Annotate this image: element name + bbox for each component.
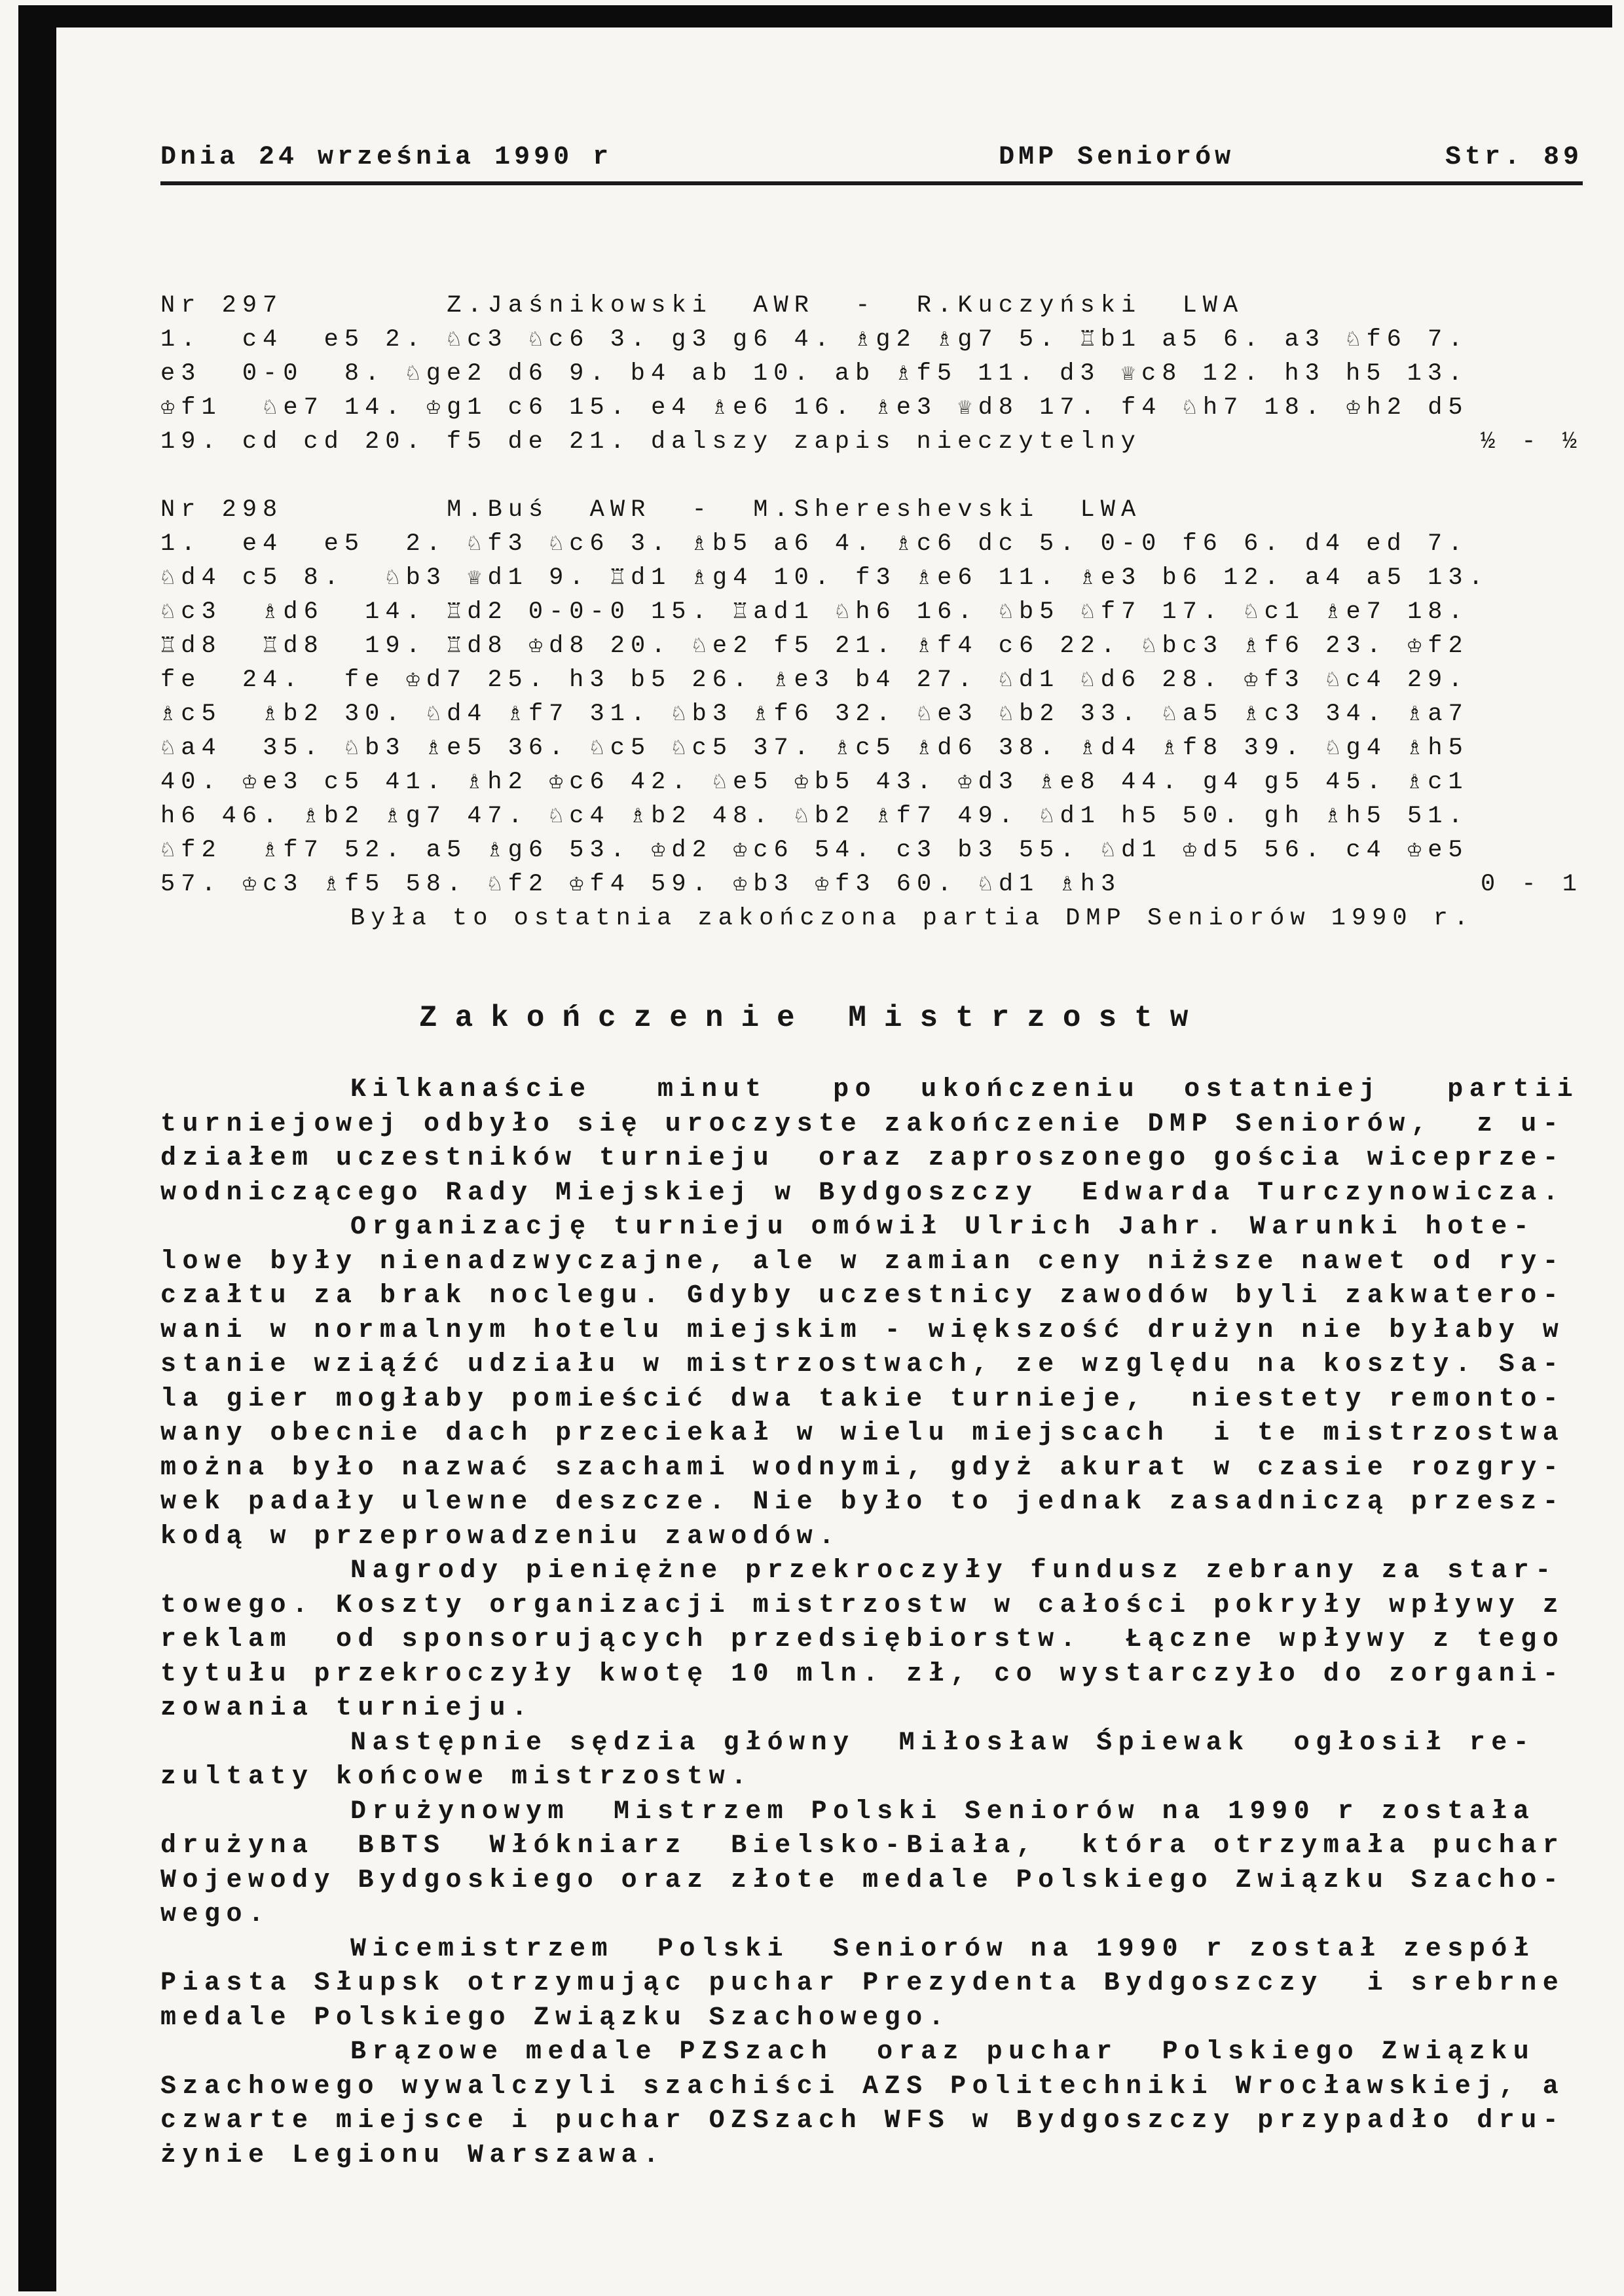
game-number: Nr 298 — [160, 496, 284, 524]
page-header — [160, 143, 1583, 185]
paragraph-line: towego. Koszty organizacji mistrzostw w całości pokryły wpływy z — [160, 1590, 1565, 1620]
game-result: 0 - 1 — [1480, 871, 1583, 898]
paragraph-line: lowe były nienadzwyczajne, ale w zamian ceny niższe nawet od ry- — [160, 1247, 1565, 1277]
game-297 — [160, 289, 1583, 459]
paragraph — [160, 1211, 1583, 1554]
paragraph — [160, 1795, 1583, 1933]
paragraph-line: czwarte miejsce i puchar OZSzach WFS w Bydgoszczy przypadło dru- — [160, 2106, 1565, 2136]
paragraph — [160, 2035, 1583, 2173]
game-move-line — [160, 867, 1583, 902]
paragraph-line: Organizację turnieju omówił Ulrich Jahr. Warunki hote- — [350, 1212, 1536, 1242]
article-body — [160, 1073, 1583, 2173]
page-content — [160, 143, 1583, 2173]
paragraph-line: czałtu za brak noclegu. Gdyby uczestnicy zawodów byli zakwatero- — [160, 1281, 1565, 1311]
game-297-header — [160, 289, 1583, 323]
paragraph — [160, 1933, 1583, 2036]
paragraph — [160, 1554, 1583, 1726]
game-move-line: ♔f1 ♘e7 14. ♔g1 c6 15. e4 ♗e6 16. ♗e3 ♕d8 17. f4 ♘h7 18. ♔h2 d5 — [160, 394, 1469, 422]
game-move-line-text: 57. ♔c3 ♗f5 58. ♘f2 ♔f4 59. ♔b3 ♔f3 60. ♘d1 ♗h3 — [160, 871, 1122, 898]
paragraph-line: Szachowego wywalczyli szachiści AZS Politechniki Wrocławskiej, a — [160, 2071, 1565, 2102]
paragraph — [160, 1726, 1583, 1795]
games-section — [160, 289, 1583, 936]
game-result: ½ - ½ — [1480, 428, 1583, 456]
paragraph-line: medale Polskiego Związku Szachowego. — [160, 2003, 951, 2033]
game-move-line-text: 19. cd cd 20. f5 de 21. dalszy zapis nieczytelny — [160, 428, 1141, 456]
game-move-line: ♘d4 c5 8. ♘b3 ♕d1 9. ♖d1 ♗g4 10. f3 ♗e6 11. ♗e3 b6 12. a4 a5 13. — [160, 564, 1489, 592]
paragraph-line: wani w normalnym hotelu miejskim - większość drużyn nie byłaby w — [160, 1315, 1565, 1345]
game-298 — [160, 493, 1583, 902]
paragraph-line: reklam od sponsorujących przedsiębiorstw. Łączne wpływy z tego — [160, 1625, 1565, 1654]
paragraph-line: Wicemistrzem Polski Seniorów na 1990 r został zespół — [350, 1934, 1536, 1964]
game-move-line: ♖d8 ♖d8 19. ♖d8 ♔d8 20. ♘e2 f5 21. ♗f4 c6 22. ♘bc3 ♗f6 23. ♔f2 — [160, 632, 1469, 660]
header-date: Dnia 24 września 1990 r — [160, 143, 613, 172]
section-heading: Zakończenie Mistrzostw — [419, 1001, 1206, 1035]
paragraph-line: Następnie sędzia główny Miłosław Śpiewak ogłosił re- — [350, 1728, 1536, 1758]
game-move-line: h6 46. ♗b2 ♗g7 47. ♘c4 ♗b2 48. ♘b2 ♗f7 49. ♘d1 h5 50. gh ♗h5 51. — [160, 803, 1469, 830]
paragraph — [160, 1073, 1583, 1211]
paragraph-line: żynie Legionu Warszawa. — [160, 2140, 665, 2170]
game-move-line: ♘c3 ♗d6 14. ♖d2 0-0-0 15. ♖ad1 ♘h6 16. ♘b5 ♘f7 17. ♘c1 ♗e7 18. — [160, 598, 1469, 626]
header-title: DMP Seniorów — [999, 143, 1235, 172]
paragraph-line: Nagrody pieniężne przekroczyły fundusz zebrany za star- — [350, 1556, 1557, 1586]
closing-note: Była to ostatnia zakończona partia DMP Seniorów 1990 r. — [350, 905, 1475, 932]
game-move-line: ♘f2 ♗f7 52. a5 ♗g6 53. ♔d2 ♔c6 54. c3 b3 55. ♘d1 ♔d5 56. c4 ♔e5 — [160, 837, 1469, 864]
game-move-line — [160, 425, 1583, 459]
paragraph-line: tytułu przekroczyły kwotę 10 mln. zł, co wystarczyło do zorgani- — [160, 1659, 1565, 1689]
game-move-line: 1. e4 e5 2. ♘f3 ♘c6 3. ♗b5 a6 4. ♗c6 dc 5. 0-0 f6 6. d4 ed 7. — [160, 530, 1469, 558]
paragraph-line: wodniczącego Rady Miejskiej w Bydgoszczy Edwarda Turczynowicza. — [160, 1178, 1565, 1208]
paragraph-line: zultaty końcowe mistrzostw. — [160, 1762, 753, 1792]
game-move-line: e3 0-0 8. ♘ge2 d6 9. b4 ab 10. ab ♗f5 11. d3 ♕c8 12. h3 h5 13. — [160, 360, 1469, 388]
scan-edge-left — [18, 5, 56, 2291]
paragraph-line: Drużynowym Mistrzem Polski Seniorów na 1990 r została — [350, 1796, 1536, 1827]
paragraph-line: stanie wziąźć udziału w mistrzostwach, ze względu na koszty. Sa- — [160, 1350, 1565, 1379]
paragraph-line: turniejowej odbyło się uroczyste zakończenie DMP Seniorów, z u- — [160, 1109, 1565, 1139]
paragraph-line: można było nazwać szachami wodnymi, gdyż akurat w czasie rozgry- — [160, 1453, 1565, 1483]
paragraph-line: Piasta Słupsk otrzymując puchar Prezydenta Bydgoszczy i srebrne — [160, 1969, 1565, 1998]
game-players: Z.Jaśnikowski AWR - R.Kuczyński LWA — [447, 292, 1244, 319]
game-move-line: fe 24. fe ♔d7 25. h3 b5 26. ♗e3 b4 27. ♘d1 ♘d6 28. ♔f3 ♘c4 29. — [160, 666, 1469, 694]
paragraph-line: wany obecnie dach przeciekał w wielu miejscach i te mistrzostwa — [160, 1419, 1565, 1448]
game-number: Nr 297 — [160, 292, 284, 319]
header-page-number: Str. 89 — [1445, 143, 1583, 172]
game-move-line: 1. c4 e5 2. ♘c3 ♘c6 3. g3 g6 4. ♗g2 ♗g7 5. ♖b1 a5 6. a3 ♘f6 7. — [160, 326, 1469, 354]
paragraph-line: wek padały ulewne deszcze. Nie było to jednak zasadniczą przesz- — [160, 1487, 1565, 1517]
paragraph-line: Kilkanaście minut po ukończeniu ostatniej partii — [350, 1075, 1579, 1104]
paragraph-line: Brązowe medale PZSzach oraz puchar Polskiego Związku — [350, 2037, 1536, 2067]
game-move-line: ♘a4 35. ♘b3 ♗e5 36. ♘c5 ♘c5 37. ♗c5 ♗d6 38. ♗d4 ♗f8 39. ♘g4 ♗h5 — [160, 735, 1469, 762]
game-move-line: 40. ♔e3 c5 41. ♗h2 ♔c6 42. ♘e5 ♔b5 43. ♔d3 ♗e8 44. g4 g5 45. ♗c1 — [160, 769, 1469, 796]
paragraph-line: zowania turnieju. — [160, 1694, 534, 1723]
paragraph-line: wego. — [160, 1900, 270, 1929]
game-move-line: ♗c5 ♗b2 30. ♘d4 ♗f7 31. ♘b3 ♗f6 32. ♘e3 ♘b2 33. ♘a5 ♗c3 34. ♗a7 — [160, 701, 1469, 728]
scan-edge-top — [18, 5, 1612, 27]
paragraph-line: działem uczestników turnieju oraz zaproszonego gościa wiceprze- — [160, 1144, 1565, 1173]
game-players: M.Buś AWR - M.Shereshevski LWA — [447, 496, 1142, 524]
paragraph-line: Wojewody Bydgoskiego oraz złote medale Polskiego Związku Szacho- — [160, 1865, 1565, 1895]
paragraph-line: drużyna BBTS Włókniarz Bielsko-Biała, która otrzymała puchar — [160, 1831, 1565, 1861]
paragraph-line: la gier mogłaby pomieścić dwa takie turnieje, niestety remonto- — [160, 1384, 1565, 1414]
paragraph-line: kodą w przeprowadzeniu zawodów. — [160, 1522, 841, 1552]
game-298-header — [160, 493, 1583, 527]
